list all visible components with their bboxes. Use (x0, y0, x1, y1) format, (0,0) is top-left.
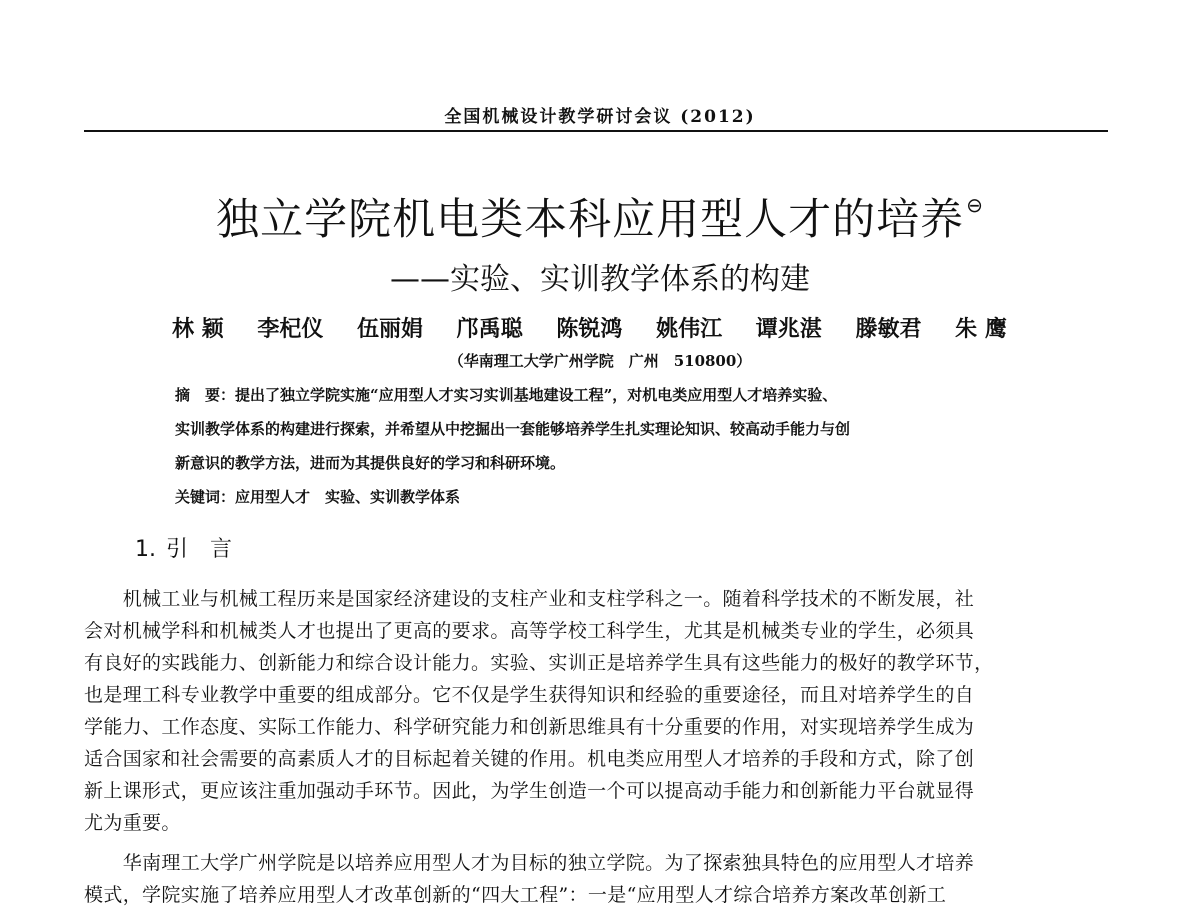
body-text-line: 适合国家和社会需要的高素质人才的目标起着关键的作用。机电类应用型人才培养的手段和方式，除了创 (84, 748, 975, 770)
author: 姚伟江 (656, 316, 723, 342)
section-heading (135, 532, 232, 563)
body-text-line: 模式，学院实施了培养应用型人才改革创新的“四大工程”：一是“应用型人才综合培养方案改革创新工 (84, 884, 947, 906)
author: 林 颖 (172, 316, 224, 342)
author: 朱 鹰 (955, 316, 1007, 342)
author-list (172, 312, 1072, 343)
author: 伍丽娟 (357, 316, 424, 342)
paper-title (0, 186, 1200, 247)
affiliation: （华南理工大学广州学院 广州 510800） (448, 352, 752, 370)
author: 谭兆湛 (755, 316, 822, 342)
author: 邝禹聪 (456, 316, 523, 342)
body-text-line: 尤为重要。 (84, 812, 181, 834)
paper-title-text: 独立学院机电类本科应用型人才的培养 (216, 195, 965, 245)
footnote-mark: ⊖ (966, 193, 984, 217)
abstract-line: 摘 要：提出了独立学院实施“应用型人才实习实训基地建设工程”，对机电类应用型人才培养实验、 (175, 386, 838, 404)
abstract-line: 新意识的教学方法，进而为其提供良好的学习和科研环境。 (175, 454, 566, 472)
keywords: 关键词：应用型人才 实验、实训教学体系 (175, 488, 461, 506)
body-text-line: 华南理工大学广州学院是以培养应用型人才为目标的独立学院。为了探索独具特色的应用型人才培养 (84, 852, 975, 874)
body-text-line: 会对机械学科和机械类人才也提出了更高的要求。高等学校工科学生，尤其是机械类专业的学生，必须具 (84, 620, 975, 642)
section-title: 引 言 (166, 537, 233, 562)
header-rule (84, 130, 1108, 132)
author: 李杞仪 (257, 316, 324, 342)
paper-subtitle: ——实验、实训教学体系的构建 (390, 262, 810, 297)
body-text-line: 有良好的实践能力、创新能力和综合设计能力。实验、实训正是培养学生具有这些能力的极好的教学环节， (84, 652, 994, 674)
running-head: 全国机械设计教学研讨会议 (2012) (444, 107, 756, 127)
author: 滕敏君 (855, 316, 922, 342)
abstract-line: 实训教学体系的构建进行探索，并希望从中挖掘出一套能够培养学生扎实理论知识、较高动手能力与创 (175, 420, 851, 438)
body-text-line: 机械工业与机械工程历来是国家经济建设的支柱产业和支柱学科之一。随着科学技术的不断发展，社 (84, 588, 975, 610)
section-number: 1. (135, 537, 156, 562)
author: 陈锐鸿 (556, 316, 623, 342)
body-text-line: 学能力、工作态度、实际工作能力、科学研究能力和创新思维具有十分重要的作用，对实现培养学生成为 (84, 716, 975, 738)
body-text-line: 也是理工科专业教学中重要的组成部分。它不仅是学生获得知识和经验的重要途径，而且对培养学生的自 (84, 684, 975, 706)
body-text-line: 新上课形式，更应该注重加强动手环节。因此，为学生创造一个可以提高动手能力和创新能力平台就显得 (84, 780, 975, 802)
